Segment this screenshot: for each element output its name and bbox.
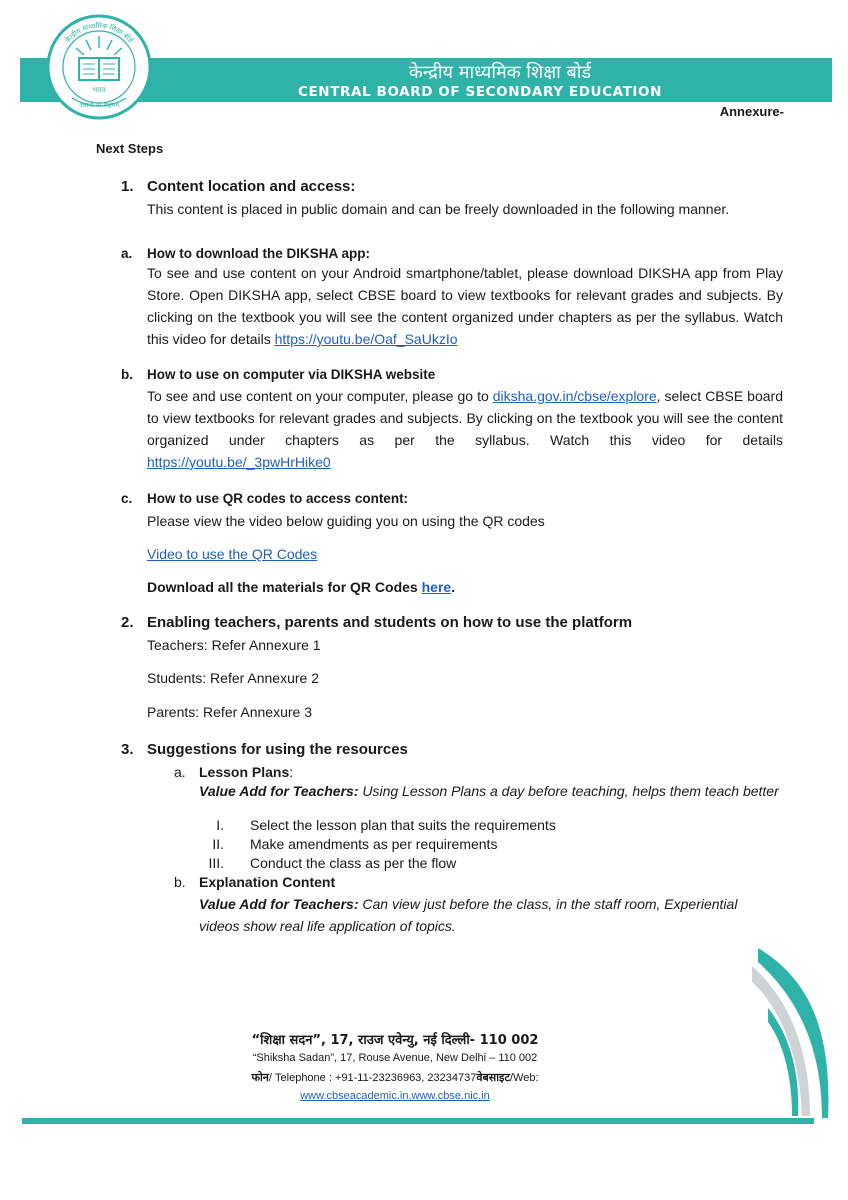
section1c-text: Please view the video below guiding you on using the QR codes [147, 513, 545, 529]
section1c-letter: c. [121, 491, 133, 506]
cbse-logo [46, 14, 152, 120]
svg-text:असतो मा सद्गमय: असतो मा सद्गमय [79, 101, 119, 109]
header-english-title: CENTRAL BOARD OF SECONDARY EDUCATION [297, 84, 663, 100]
section1b-title: How to use on computer via DIKSHA website [147, 367, 436, 382]
section3b-title: Explanation Content [199, 874, 336, 890]
section3-title: Suggestions for using the resources [147, 741, 408, 758]
section3b-letter: b. [174, 874, 186, 890]
section1c-title: How to use QR codes to access content: [147, 491, 409, 506]
footer-web-links-row [130, 1090, 660, 1102]
section1a-title: How to download the DIKSHA app: [147, 246, 370, 261]
section1-title: Content location and access: [147, 178, 356, 195]
qr-download-here-link[interactable]: here [421, 579, 452, 595]
footer-contact: फोन/ Telephone : +91-11-23236963, 23234737वेबसाइट/Web: [251, 1071, 539, 1084]
section1b-paragraph: To see and use content on your computer, please go to diksha.gov.in/cbse/explore, select CBSE board to view textbooks for relevant grades and subjects. By clicking on the textbook you will see the content organized under chapters as per the syllabus. Watch this video for details https://youtu.be/_3pwHrHike0 [147, 388, 783, 470]
section1a-letter: a. [121, 246, 133, 261]
students-annexure: Students: Refer Annexure 2 [147, 670, 319, 686]
section1-number: 1. [121, 178, 134, 195]
footer-web-links[interactable]: www.cbseacademic.in,www.cbse.nic.in [300, 1090, 490, 1102]
lesson-step-3-num: III. [208, 855, 224, 871]
section2-number: 2. [121, 614, 134, 631]
svg-text:भारत: भारत [92, 86, 106, 94]
header-hindi-title: केन्द्रीय माध्यमिक शिक्षा बोर्ड [408, 62, 592, 83]
parents-annexure: Parents: Refer Annexure 3 [147, 704, 312, 720]
section1-intro: This content is placed in public domain and can be freely downloaded in the following manner. [147, 201, 730, 217]
qr-download-line: Download all the materials for QR Codes here. [147, 579, 456, 595]
diksha-website-video-link[interactable]: https://youtu.be/_3pwHrHike0 [147, 454, 331, 470]
qr-video-link[interactable]: Video to use the QR Codes [147, 546, 318, 562]
footer-bar [22, 1118, 814, 1124]
lesson-step-2: Make amendments as per requirements [250, 836, 498, 852]
section1b-letter: b. [121, 367, 133, 382]
decorative-corner-graphic [748, 948, 832, 1120]
teachers-annexure: Teachers: Refer Annexure 1 [147, 637, 321, 653]
lesson-step-2-num: II. [212, 836, 224, 852]
lesson-step-3: Conduct the class as per the flow [250, 855, 457, 871]
lesson-step-1: Select the lesson plan that suits the requirements [250, 817, 556, 833]
annexure-label: Annexure- [719, 104, 784, 119]
lesson-step-1-num: I. [216, 817, 224, 833]
diksha-explore-link[interactable]: diksha.gov.in/cbse/explore [492, 388, 657, 404]
section3-number: 3. [121, 741, 134, 758]
section3b-value-add-cont: videos show real life application of topics. [199, 918, 456, 934]
section3a-value-add: Value Add for Teachers: Using Lesson Plans a day before teaching, helps them teach better [199, 783, 779, 799]
section3a-letter: a. [174, 764, 186, 780]
section1a-paragraph: To see and use content on your Android smartphone/tablet, please download DIKSHA app from Play Store. Open DIKSHA app, select CBSE board to view textbooks for relevant grades and subjects. By clicking on the textbook you will see the content organized under chapters as per the syllabus. Watch this video for details https://youtu.be/Oaf_SaUkzIo [147, 265, 783, 347]
section3a-title: Lesson Plans: [199, 764, 294, 780]
footer-hindi-address: “शिक्षा सदन”, 17, राउज एवेन्यु, नई दिल्ली- 110 002 [251, 1033, 539, 1048]
section2-title: Enabling teachers, parents and students on how to use the platform [147, 614, 633, 631]
footer-english-address: “Shiksha Sadan”, 17, Rouse Avenue, New Delhi – 110 002 [252, 1052, 538, 1064]
section3b-value-add: Value Add for Teachers: Can view just before the class, in the staff room, Experiential [199, 896, 738, 912]
next-steps-heading: Next Steps [96, 141, 164, 156]
svg-text:केन्द्रीय माध्यमिक शिक्षा बोर्: केन्द्रीय माध्यमिक शिक्षा बोर्ड [63, 21, 135, 45]
diksha-app-video-link[interactable]: https://youtu.be/Oaf_SaUkzIo [274, 331, 458, 347]
